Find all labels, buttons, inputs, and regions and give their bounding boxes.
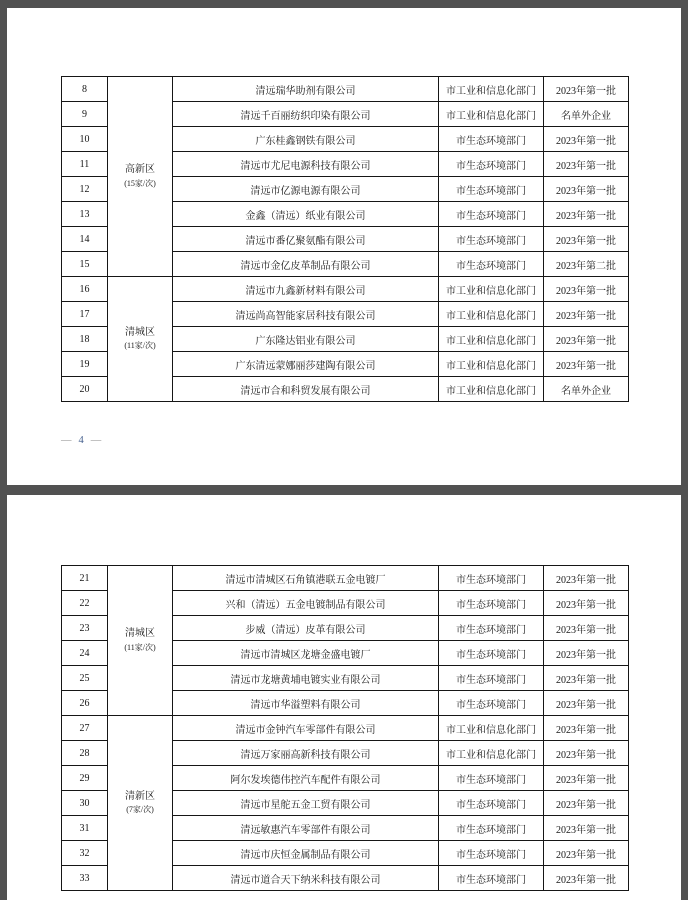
row-number-cell: 29 <box>62 766 108 791</box>
row-number-cell: 13 <box>62 202 108 227</box>
batch-cell: 2023年第一批 <box>544 641 629 666</box>
department-cell: 市生态环境部门 <box>439 227 544 252</box>
row-number-cell: 14 <box>62 227 108 252</box>
row-number-cell: 24 <box>62 641 108 666</box>
department-cell: 市生态环境部门 <box>439 666 544 691</box>
department-cell: 市生态环境部门 <box>439 766 544 791</box>
department-cell: 市工业和信息化部门 <box>439 302 544 327</box>
document-page-5 <box>7 495 681 900</box>
department-cell: 市生态环境部门 <box>439 816 544 841</box>
department-cell: 市工业和信息化部门 <box>439 352 544 377</box>
department-cell: 市生态环境部门 <box>439 252 544 277</box>
batch-cell: 2023年第一批 <box>544 202 629 227</box>
company-name-cell: 金鑫（清远）纸业有限公司 <box>173 202 439 227</box>
district-name: 清新区 <box>125 790 155 802</box>
batch-cell: 2023年第一批 <box>544 277 629 302</box>
batch-cell: 2023年第一批 <box>544 691 629 716</box>
batch-cell: 2023年第一批 <box>544 716 629 741</box>
company-name-cell: 清远市亿源电源有限公司 <box>173 177 439 202</box>
table-row <box>62 277 629 302</box>
batch-cell: 名单外企业 <box>544 377 629 402</box>
batch-cell: 2023年第一批 <box>544 766 629 791</box>
department-cell: 市工业和信息化部门 <box>439 102 544 127</box>
batch-cell: 2023年第一批 <box>544 816 629 841</box>
district-name: 清城区 <box>125 326 155 338</box>
district-group-cell <box>108 77 173 277</box>
department-cell: 市生态环境部门 <box>439 841 544 866</box>
enterprise-roster-table-page-4 <box>61 76 629 402</box>
company-name-cell: 清远市尤尼电源科技有限公司 <box>173 152 439 177</box>
district-name: 高新区 <box>125 164 155 176</box>
page-number <box>61 435 102 446</box>
company-name-cell: 清远市华溢塑料有限公司 <box>173 691 439 716</box>
company-name-cell: 广东清远蒙娜丽莎建陶有限公司 <box>173 352 439 377</box>
batch-cell: 2023年第一批 <box>544 591 629 616</box>
row-number-cell: 28 <box>62 741 108 766</box>
row-number-cell: 30 <box>62 791 108 816</box>
page-number-value: 4 <box>78 435 85 446</box>
department-cell: 市生态环境部门 <box>439 691 544 716</box>
batch-cell: 2023年第一批 <box>544 666 629 691</box>
row-number-cell: 31 <box>62 816 108 841</box>
company-name-cell: 清远市星舵五金工贸有限公司 <box>173 791 439 816</box>
district-group-cell <box>108 277 173 402</box>
company-name-cell: 清远千百丽纺织印染有限公司 <box>173 102 439 127</box>
row-number-cell: 33 <box>62 866 108 891</box>
department-cell: 市工业和信息化部门 <box>439 77 544 102</box>
table-row <box>62 77 629 102</box>
page-number-dash-left: — <box>61 435 73 446</box>
table-row <box>62 716 629 741</box>
company-name-cell: 清远市清城区石角镇港联五金电镀厂 <box>173 566 439 591</box>
batch-cell: 2023年第一批 <box>544 227 629 252</box>
company-name-cell: 步威（清远）皮革有限公司 <box>173 616 439 641</box>
document-page-4 <box>7 8 681 485</box>
company-name-cell: 清远市番亿聚氨酯有限公司 <box>173 227 439 252</box>
row-number-cell: 12 <box>62 177 108 202</box>
department-cell: 市生态环境部门 <box>439 866 544 891</box>
district-count: (11家/次) <box>124 642 156 652</box>
row-number-cell: 17 <box>62 302 108 327</box>
row-number-cell: 11 <box>62 152 108 177</box>
department-cell: 市工业和信息化部门 <box>439 377 544 402</box>
batch-cell: 2023年第一批 <box>544 77 629 102</box>
company-name-cell: 清远市金亿皮革制品有限公司 <box>173 252 439 277</box>
batch-cell: 2023年第一批 <box>544 741 629 766</box>
district-count: (7家/次) <box>126 805 154 815</box>
batch-cell: 2023年第一批 <box>544 327 629 352</box>
row-number-cell: 27 <box>62 716 108 741</box>
district-count: (11家/次) <box>124 341 156 351</box>
department-cell: 市生态环境部门 <box>439 616 544 641</box>
table-row <box>62 566 629 591</box>
department-cell: 市工业和信息化部门 <box>439 716 544 741</box>
row-number-cell: 32 <box>62 841 108 866</box>
department-cell: 市工业和信息化部门 <box>439 741 544 766</box>
company-name-cell: 清远市清城区龙塘金盛电镀厂 <box>173 641 439 666</box>
company-name-cell: 清远市道合天下纳米科技有限公司 <box>173 866 439 891</box>
department-cell: 市生态环境部门 <box>439 127 544 152</box>
batch-cell: 2023年第二批 <box>544 252 629 277</box>
department-cell: 市生态环境部门 <box>439 566 544 591</box>
company-name-cell: 清远市九鑫新材料有限公司 <box>173 277 439 302</box>
batch-cell: 2023年第一批 <box>544 616 629 641</box>
batch-cell: 2023年第一批 <box>544 566 629 591</box>
page-number-dash-right: — <box>90 435 103 446</box>
company-name-cell: 广东隆达铝业有限公司 <box>173 327 439 352</box>
district-name: 清城区 <box>125 628 155 640</box>
district-count: (15家/次) <box>124 178 156 188</box>
department-cell: 市生态环境部门 <box>439 202 544 227</box>
batch-cell: 2023年第一批 <box>544 352 629 377</box>
company-name-cell: 清远市合和科贸发展有限公司 <box>173 377 439 402</box>
row-number-cell: 8 <box>62 77 108 102</box>
row-number-cell: 16 <box>62 277 108 302</box>
batch-cell: 2023年第一批 <box>544 127 629 152</box>
department-cell: 市生态环境部门 <box>439 791 544 816</box>
batch-cell: 2023年第一批 <box>544 791 629 816</box>
company-name-cell: 清远尚高智能家居科技有限公司 <box>173 302 439 327</box>
batch-cell: 2023年第一批 <box>544 177 629 202</box>
district-group-cell <box>108 566 173 716</box>
company-name-cell: 清远万家丽高新科技有限公司 <box>173 741 439 766</box>
company-name-cell: 清远市庆恒金属制品有限公司 <box>173 841 439 866</box>
company-name-cell: 兴和（清远）五金电镀制品有限公司 <box>173 591 439 616</box>
district-group-cell <box>108 716 173 891</box>
row-number-cell: 23 <box>62 616 108 641</box>
department-cell: 市生态环境部门 <box>439 641 544 666</box>
row-number-cell: 26 <box>62 691 108 716</box>
company-name-cell: 广东桂鑫钢铁有限公司 <box>173 127 439 152</box>
company-name-cell: 清远市龙塘黄埔电镀实业有限公司 <box>173 666 439 691</box>
batch-cell: 2023年第一批 <box>544 841 629 866</box>
row-number-cell: 18 <box>62 327 108 352</box>
company-name-cell: 清远敏惠汽车零部件有限公司 <box>173 816 439 841</box>
department-cell: 市生态环境部门 <box>439 152 544 177</box>
row-number-cell: 9 <box>62 102 108 127</box>
row-number-cell: 20 <box>62 377 108 402</box>
department-cell: 市生态环境部门 <box>439 591 544 616</box>
enterprise-roster-table-page-5 <box>61 565 629 891</box>
batch-cell: 2023年第一批 <box>544 152 629 177</box>
department-cell: 市工业和信息化部门 <box>439 277 544 302</box>
department-cell: 市工业和信息化部门 <box>439 327 544 352</box>
row-number-cell: 10 <box>62 127 108 152</box>
row-number-cell: 19 <box>62 352 108 377</box>
batch-cell: 2023年第一批 <box>544 866 629 891</box>
row-number-cell: 25 <box>62 666 108 691</box>
row-number-cell: 15 <box>62 252 108 277</box>
batch-cell: 2023年第一批 <box>544 302 629 327</box>
company-name-cell: 清远市金钟汽车零部件有限公司 <box>173 716 439 741</box>
company-name-cell: 阿尔发埃德伟控汽车配件有限公司 <box>173 766 439 791</box>
row-number-cell: 22 <box>62 591 108 616</box>
department-cell: 市生态环境部门 <box>439 177 544 202</box>
company-name-cell: 清远瑞华助剂有限公司 <box>173 77 439 102</box>
row-number-cell: 21 <box>62 566 108 591</box>
batch-cell: 名单外企业 <box>544 102 629 127</box>
